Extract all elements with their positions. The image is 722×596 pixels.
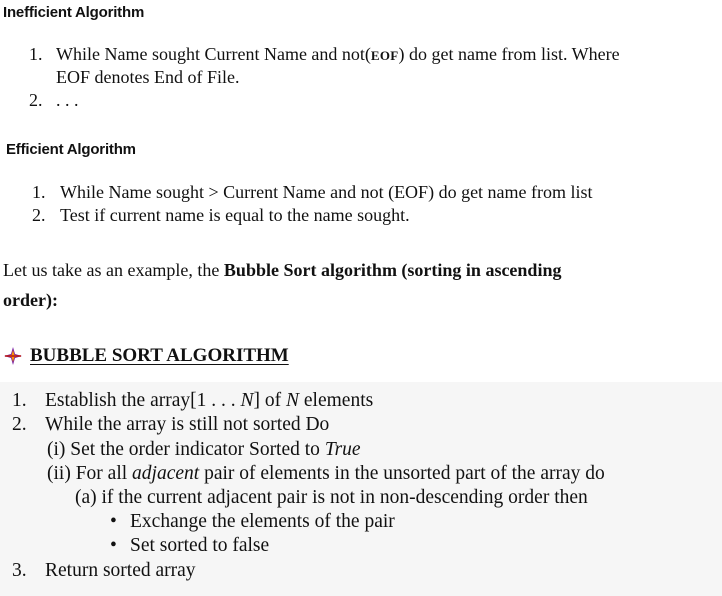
bubble-step2-ii-adjacent: adjacent [132, 463, 200, 484]
efficient-item1-number: 1. [32, 182, 46, 202]
bubble-bullet-1-marker: • [110, 511, 117, 532]
bubble-step3-text: Return sorted array [45, 560, 196, 581]
bubble-step2-i [47, 439, 361, 461]
inefficient-item1-eof: EOF [370, 48, 399, 63]
efficient-item1-text: While Name sought > Current Name and not (EOF) do get name from list [60, 182, 593, 202]
inefficient-item2-number: 2. [29, 90, 43, 110]
inefficient-item2-text: . . . [56, 90, 79, 110]
plus-bullet-icon [2, 345, 24, 367]
intro-line1 [3, 260, 561, 281]
intro-line2: order): [3, 290, 58, 310]
bubble-bullet-2-text: Set sorted to false [130, 535, 270, 556]
bubble-sort-title: BUBBLE SORT ALGORITHM [30, 345, 289, 366]
bubble-step1-n1: N [240, 390, 254, 411]
bubble-step1-part-b: ] of [253, 390, 287, 411]
bubble-step2-ii-text-a: (ii) For all [47, 463, 133, 484]
bubble-step2-ii-text-b: pair of elements in the unsorted part of the array do [199, 463, 605, 484]
efficient-item2-text: Test if current name is equal to the name sought. [60, 205, 410, 225]
bubble-bullet-1-text: Exchange the elements of the pair [130, 511, 395, 532]
bubble-step1-text [45, 390, 373, 412]
bubble-step2-text: While the array is still not sorted Do [45, 414, 330, 435]
bubble-step2-i-text: (i) Set the order indicator Sorted to [47, 439, 325, 460]
inefficient-item1-line1 [56, 44, 620, 65]
inefficient-item1-number: 1. [29, 44, 43, 64]
bubble-step1-n2: N [286, 390, 300, 411]
bubble-step1-part-c: elements [299, 390, 374, 411]
inefficient-heading: Inefficient Algorithm [3, 4, 145, 21]
intro-plain-text: Let us take as an example, the [3, 260, 224, 280]
efficient-heading: Efficient Algorithm [6, 141, 136, 158]
bubble-step2-a: (a) if the current adjacent pair is not in non-descending order then [75, 487, 588, 508]
efficient-item2-number: 2. [32, 205, 46, 225]
inefficient-item1-line2: EOF denotes End of File. [56, 67, 240, 87]
inefficient-item1-text-a: While Name sought Current Name and not( [56, 44, 371, 64]
bubble-step3-number: 3. [12, 560, 27, 581]
inefficient-item1-text-b: ) do get name from list. Where [398, 44, 620, 64]
bubble-step2-i-true: True [324, 439, 361, 460]
bubble-bullet-2-marker: • [110, 535, 117, 556]
intro-bold-text: Bubble Sort algorithm (sorting in ascending [223, 260, 562, 280]
bubble-step2-number: 2. [12, 414, 27, 435]
bubble-step1-number: 1. [12, 390, 27, 411]
bubble-step1-part-a: Establish the array[1 . . . [45, 390, 241, 411]
bubble-step2-ii [47, 463, 605, 485]
